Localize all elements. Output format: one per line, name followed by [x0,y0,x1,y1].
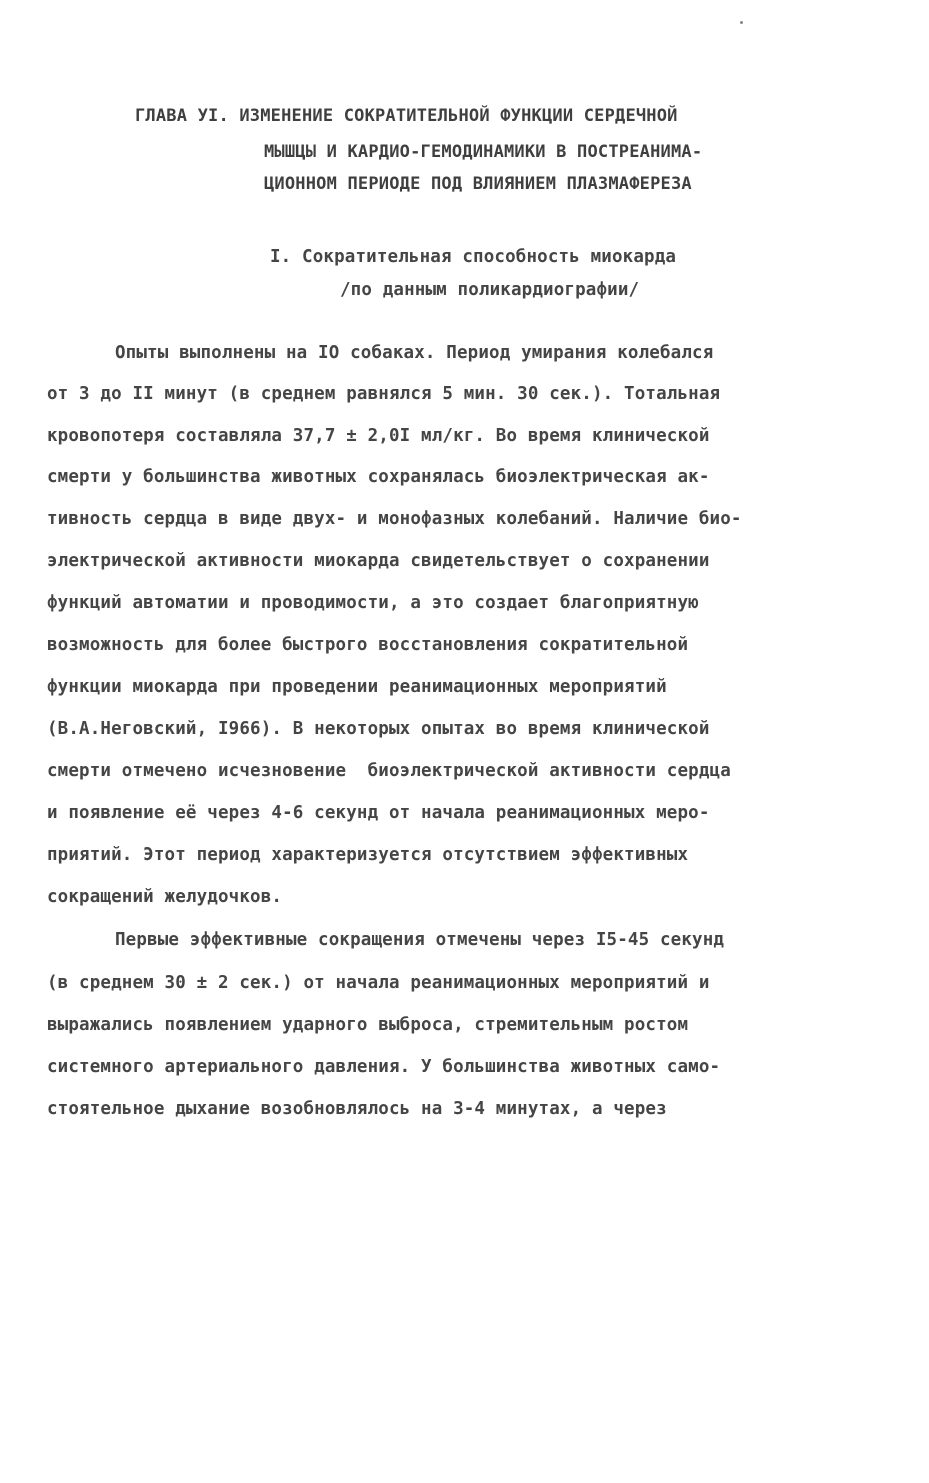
body-line-14: сокращений желудочков. [47,887,283,907]
chapter-heading-line-3: ЦИОННОМ ПЕРИОДЕ ПОД ВЛИЯНИЕМ ПЛАЗМАФЕРЕЗА [264,174,692,194]
body-line-8: возможность для более быстрого восстановления сократительной [47,635,689,655]
body-line-1: Опыты выполнены на IO собаках. Период умирания колебался [115,343,714,363]
body-line-16: (в среднем 30 ± 2 сек.) от начала реанимационных мероприятий и [47,973,710,993]
body-line-5: тивность сердца в виде двух- и монофазных колебаний. Наличие био- [47,509,742,529]
body-line-4: смерти у большинства животных сохранялась биоэлектрическая ак- [47,467,710,487]
chapter-heading-line-2: МЫШЦЫ И КАРДИО-ГЕМОДИНАМИКИ В ПОСТРЕАНИМА- [264,142,703,162]
body-line-11: смерти отмечено исчезновение биоэлектрической активности сердца [47,761,731,781]
body-line-10: (В.А.Неговский, I966). В некоторых опытах во время клинической [47,719,710,739]
body-line-2: от 3 до II минут (в среднем равнялся 5 мин. 30 сек.). Тотальная [47,384,721,404]
body-line-13: приятий. Этот период характеризуется отсутствием эффективных [47,845,689,865]
body-line-9: функции миокарда при проведении реанимационных мероприятий [47,677,667,697]
body-line-17: выражались появлением ударного выброса, стремительным ростом [47,1015,689,1035]
chapter-heading-line-1: ГЛАВА УI. ИЗМЕНЕНИЕ СОКРАТИТЕЛЬНОЙ ФУНКЦИИ СЕРДЕЧНОЙ [135,106,678,126]
body-line-7: функций автоматии и проводимости, а это создает благоприятную [47,593,699,613]
body-line-6: электрической активности миокарда свидетельствует о сохранении [47,551,710,571]
section-heading-line-2: /по данным поликардиографии/ [340,280,640,300]
body-line-18: системного артериального давления. У большинства животных само- [47,1057,721,1077]
body-line-15: Первые эффективные сокращения отмечены через I5-45 секунд [115,930,725,950]
scan-speck [740,21,743,24]
body-line-12: и появление её через 4-6 секунд от начала реанимационных меро- [47,803,710,823]
body-line-19: стоятельное дыхание возобновлялось на 3-4 минутах, а через [47,1099,667,1119]
section-heading-line-1: I. Сократительная способность миокарда [270,247,677,267]
body-line-3: кровопотеря составляла 37,7 ± 2,0I мл/кг. Во время клинической [47,426,710,446]
